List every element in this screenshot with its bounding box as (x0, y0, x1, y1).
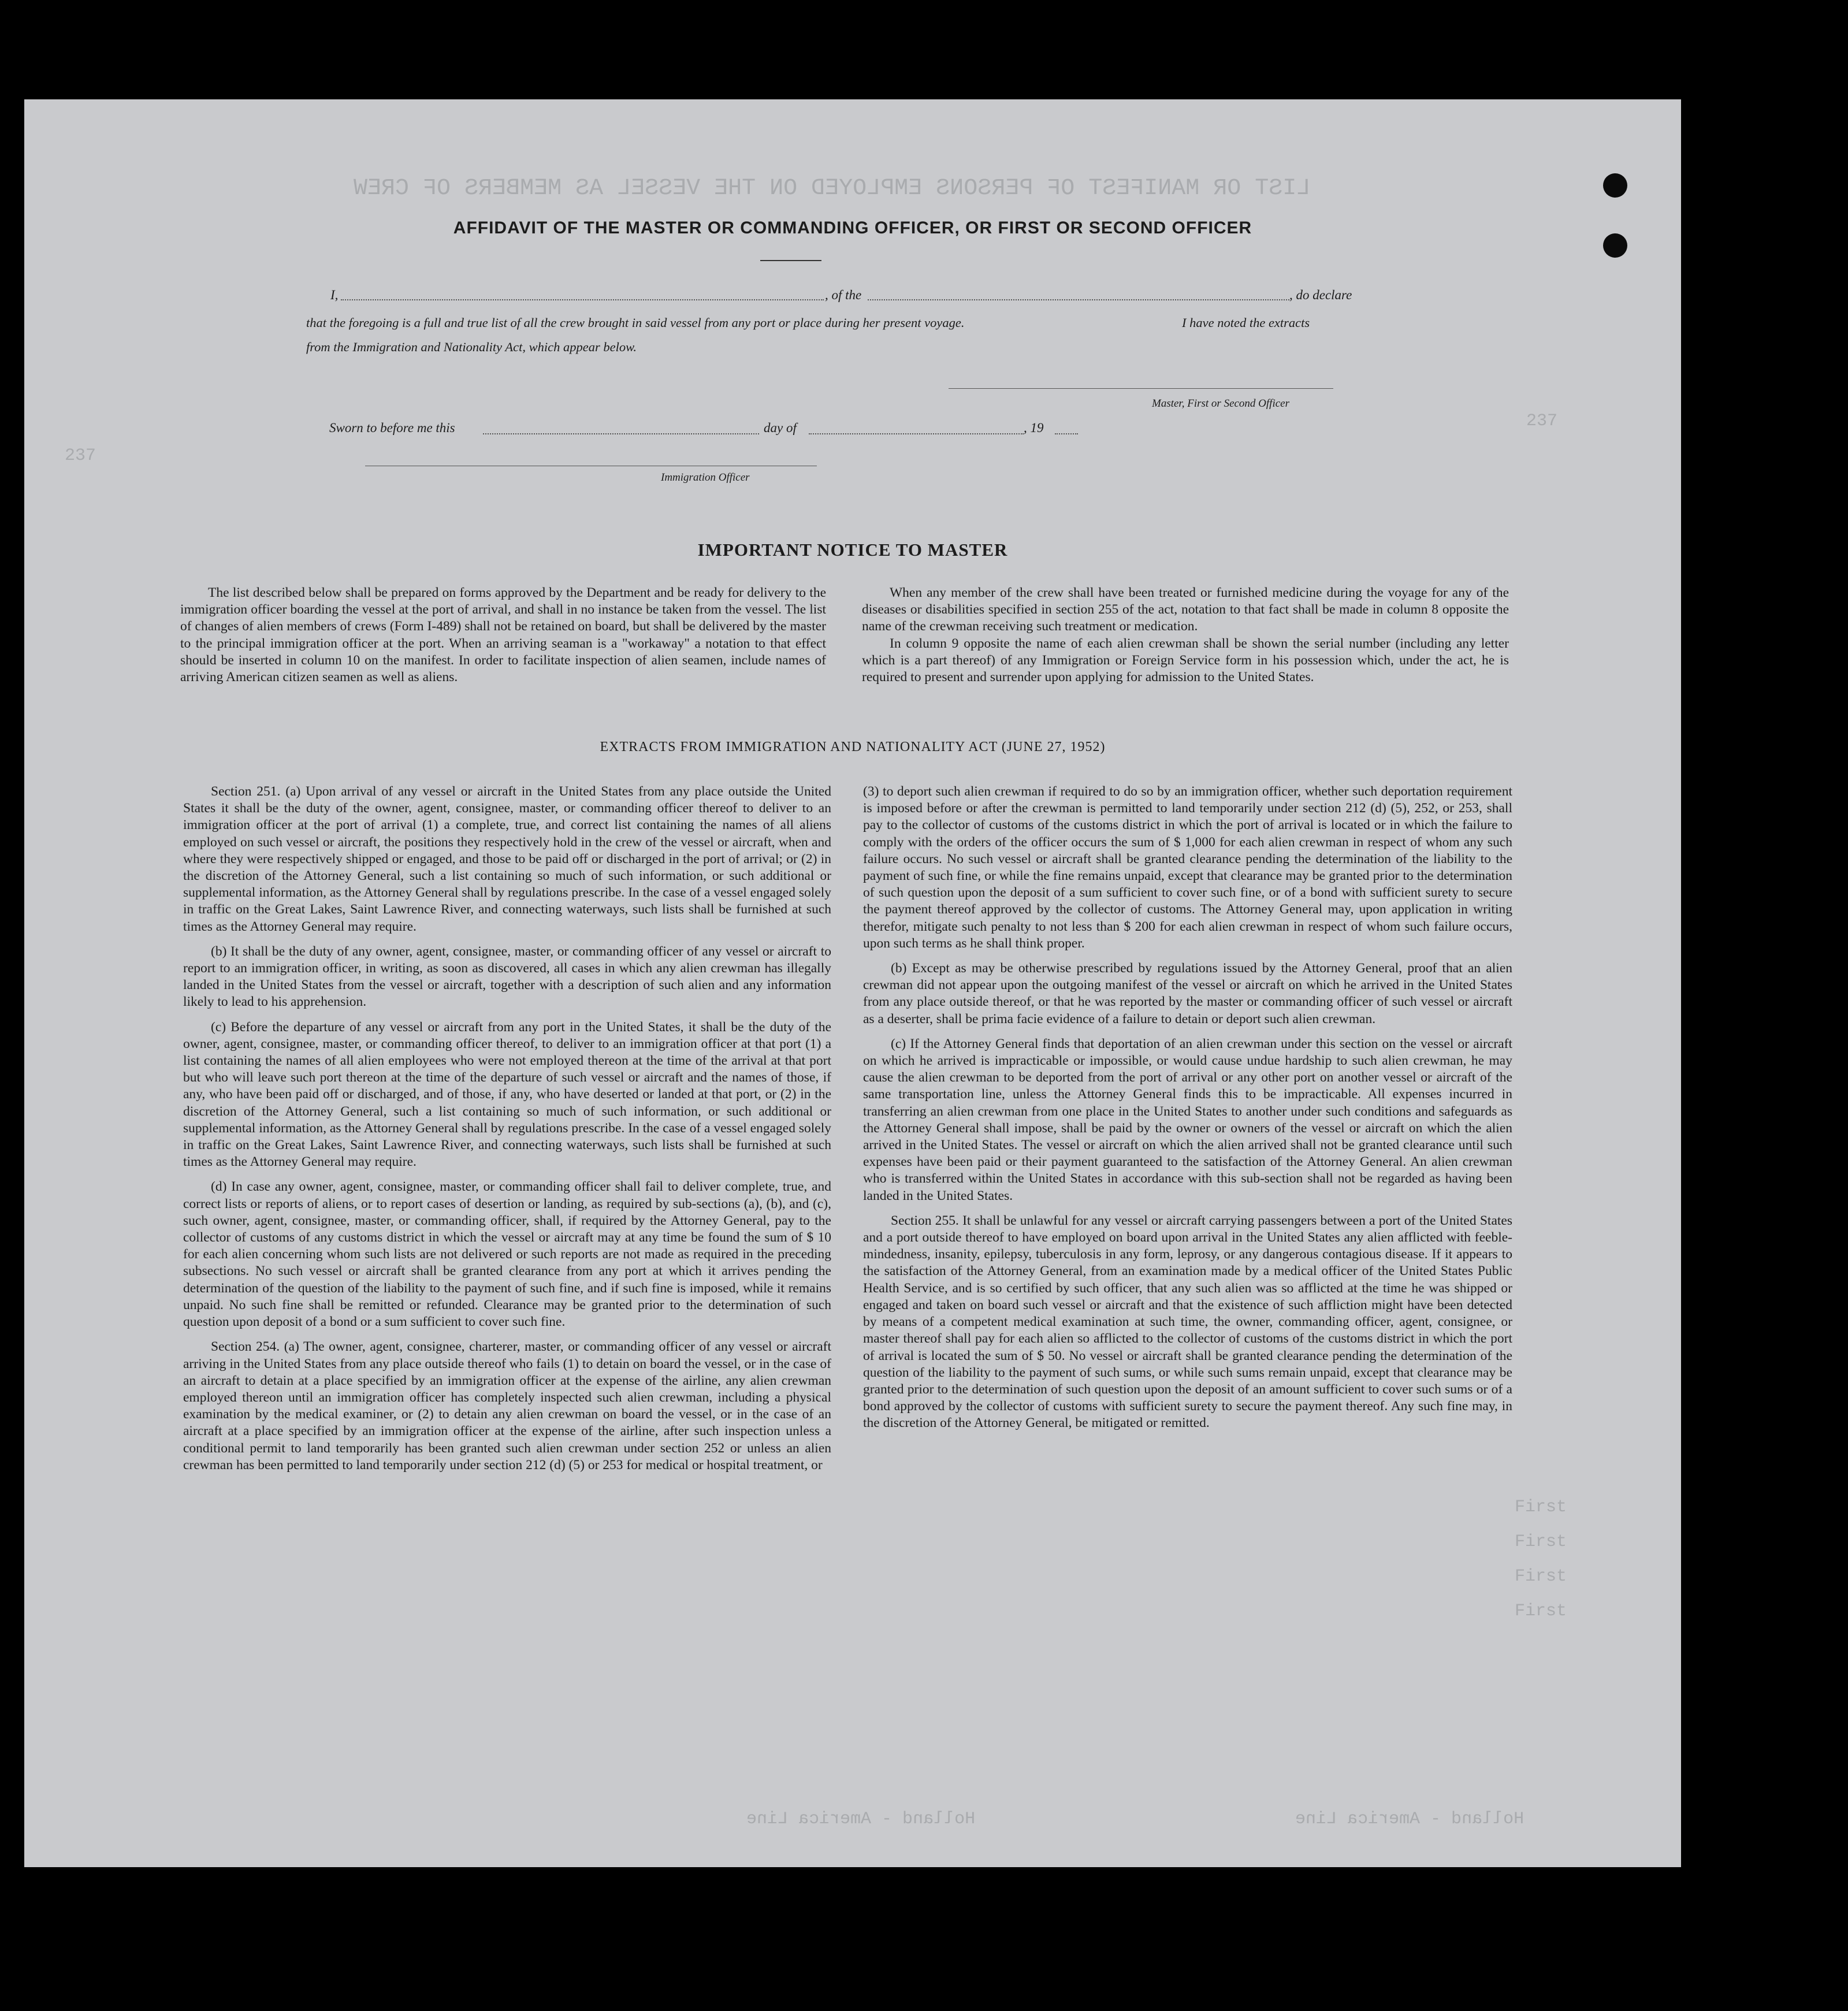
section-251-a: Section 251. (a) Upon arrival of any vessel or aircraft in the United States from any place outside the United States it shall be the duty of the owner, agent, consignee, master, or commanding officer thereof to deliver to an immigration officer at the port of arrival (1) a complete, true, and correct list containing the names of all aliens employed on such vessel or aircraft, the positions they respectively hold in the crew of the vessel or aircraft, when and where they were respectively shipped or engaged, and those to be paid off or discharged in the port of arrival; or (2) in the discretion of the Attorney General, such a list containing so much of such information, or such additional or supplemental information, as the Attorney General shall by regulations prescribe. In the case of a vessel engaged solely in traffic on the Great Lakes, Saint Lawrence River, and connecting waterways, such lists shall be furnished at such times as the Attorney General may require. (183, 784, 831, 934)
master-caption: Master, First or Second Officer (1152, 397, 1290, 410)
sworn-label: Sworn to before me this (329, 421, 455, 435)
notice-left-paragraph: The list described below shall be prepared on forms approved by the Department and be ready for delivery to the immigration officer boarding the vessel at the port of arrival, and shall in no instance be taken from the vessel. The list of changes of alien members of crews (Form I-489) shall not be retained on board, but shall be delivered by the master to the principal immigration officer at the port. When an arriving seaman is a "workaway" a notation to that effect should be inserted in column 10 on the manifest. In order to facilitate inspection of alien seamen, include names of arriving American citizen seamen as well as aliens. (180, 585, 826, 685)
section-254-b: (b) Except as may be otherwise prescribed by regulations issued by the Attorney General, proof that an alien crewman did not appear upon the outgoing manifest of the vessel or aircraft on which he arrived in the United States from any place outside thereof, or that he was reported by the master or commanding officer of such vessel or aircraft as a deserter, shall be prima facie evidence of a failure to detain or deport such alien crewman. (863, 961, 1512, 1027)
master-signature-line[interactable] (949, 388, 1333, 389)
extracts-title: EXTRACTS FROM IMMIGRATION AND NATIONALITY ACT (JUNE 27, 1952) (600, 739, 1106, 754)
notice-left-column (180, 585, 826, 694)
affidavit-i-label: I, (330, 288, 339, 302)
affidavit-declare-label: , do declare (1289, 288, 1352, 302)
section-254-a-continued: (3) to deport such alien crewman if required to do so by an immigration officer, whether such deportation requirement is imposed before or after the crewman is permitted to land temporarily under section 212 (d) (5), 252, or 253, shall pay to the collector of customs of the customs district in which the port of arrival is located or in which the failure to comply with the orders of the officer occurs the sum of $ 1,000 for each alien crewman in respect of whom any such failure occurs. No such vessel or aircraft shall be granted clearance pending the determination of the liability to the payment of such fine, or while the fine remains unpaid, except that clearance may be granted prior to the determination of such question upon the deposit of a sum sufficient to cover such fine, or of a bond with sufficient surety to secure the payment thereof approved by the collector of customs. The Attorney General may, upon application in writing therefor, mitigate such penalty to not less than $ 200 for each alien crewman in respect of whom such failure occurs, upon such terms as he shall think proper. (863, 784, 1512, 951)
officer-caption: Immigration Officer (661, 471, 750, 484)
name-line[interactable] (341, 299, 824, 300)
punch-hole (1603, 173, 1627, 198)
sworn-year-line[interactable] (1055, 433, 1078, 434)
affidavit-line-2: from the Immigration and Nationality Act, which appear below. (306, 340, 637, 354)
extracts-left-column (183, 783, 831, 1482)
notice-right-paragraph-1: When any member of the crew shall have been treated or furnished medicine during the voyage for any of the diseases or disabilities specified in section 255 of the act, notation to that fact shall be made in column 8 opposite the name of the crewman receiving such treatment or medication. (862, 585, 1509, 634)
section-251-d: (d) In case any owner, agent, consignee, master, or commanding officer shall fail to deliver complete, true, and correct lists or reports of aliens, or to report cases of desertion or landing, as required by sub-sections (a), (b), and (c), such owner, agent, consignee, master, or commanding officer, shall, if required by the Attorney General, pay to the collector of customs of any customs district in which the vessel or aircraft may at any time be found the sum of $ 10 for each alien concerning whom such lists are not delivered or such reports are not made as required in the preceding subsections. No such vessel or aircraft shall be granted clearance from any port at which it arrives pending the determination of the question of the liability to the payment of such fine, and if such fine is imposed, while it remains unpaid. No such fine shall be remitted or refunded. Clearance may be granted prior to the determination of such question upon deposit of a bond or a sum sufficient to cover such fine. (183, 1179, 831, 1330)
day-of-label: day of (764, 421, 797, 435)
section-254-a: Section 254. (a) The owner, agent, consignee, charterer, master, or commanding officer of any vessel or aircraft arriving in the United States from any place outside thereof who fails (1) to detain on board the vessel, or in the case of an aircraft to detain at a place specified by an immigration officer at the expense of the airline, any alien crewman employed thereon until an immigration officer has completely inspected such alien crewman, including a physical examination by the medical examiner, or (2) to detain any alien crewman on board the vessel, or in the case of an aircraft at a place specified by an immigration officer at the expense of the airline, after such inspection unless a conditional permit to land temporarily has been granted such alien crewman under section 252 or unless an alien crewman has been permitted to land temporarily under section 212 (d) (5) or 253 for medical or hospital treatment, or (183, 1339, 831, 1473)
affidavit-of-label: , of the (825, 288, 862, 302)
year-label: , 19 (1024, 421, 1044, 435)
notice-right-paragraph-2: In column 9 opposite the name of each alien crewman shall be shown the serial number (including any letter which is a part thereof) of any Immigration or Foreign Service form in his possession which, under the act, he is required to present and surrender upon applying for admission to the United States. (862, 635, 1509, 685)
vessel-line[interactable] (868, 299, 1289, 300)
sworn-month-line[interactable] (809, 433, 1024, 434)
title-divider (760, 260, 821, 261)
affidavit-line-1b: I have noted the extracts (1182, 315, 1310, 330)
extracts-right-column (863, 783, 1512, 1440)
section-251-c: (c) Before the departure of any vessel or aircraft from any port in the United States, it shall be the duty of the owner, agent, consignee, master, or commanding officer thereof, to deliver to an immigration officer at that port (1) a list containing the names of all alien employees who were not employed thereon at the time of the arrival at that port but who will leave such port thereon at the time of the departure of such vessel or aircraft and the names of those, if any, who have been paid off or discharged, and of those, if any, who have deserted or landed at that port, or (2) in the discretion of the Attorney General, such a list containing so much of such information, or such additional or supplemental information, as the Attorney General shall by regulations prescribe. In the case of a vessel engaged solely in traffic on the Great Lakes, Saint Lawrence River, and connecting waterways, such lists shall be furnished at such times as the Attorney General may require. (183, 1019, 831, 1170)
sworn-day-line[interactable] (483, 433, 759, 434)
section-255: Section 255. It shall be unlawful for any vessel or aircraft carrying passengers between a port of the United States and a port outside thereof to have employed on board upon arrival in the United States any alien afflicted with feeble-mindedness, insanity, epilepsy, tuberculosis in any form, leprosy, or any dangerous contagious disease. If it appears to the satisfaction of the Attorney General, from an examination made by a medical officer of the United States Public Health Service, and is so certified by such officer, that any such alien was so afflicted at the time he was shipped or engaged and taken on board such vessel or aircraft and that the existence of such affliction might have been detected by means of a competent medical examination at such time, the owner, commanding officer, agent, consignee, or master thereof shall pay for each alien so afflicted to the collector of customs of the customs district in which the port of arrival is located the sum of $ 50. No vessel or aircraft shall be granted clearance pending the determination of the question of the liability to the payment of such sums, or while such sums remain unpaid, except that clearance may be granted prior to the determination of such question upon the deposit of an amount sufficient to cover such sums or of a bond approved by the collector of customs with sufficient surety to secure the payment thereof. Any such fine may, in the discretion of the Attorney General, be mitigated or remitted. (863, 1213, 1512, 1431)
notice-right-column (862, 585, 1509, 694)
affidavit-line-1: that the foregoing is a full and true list of all the crew brought in said vessel from any port or place during her present voyage. (306, 315, 965, 330)
document-page: LIST OR MANIFEST OF PERSONS EMPLOYED ON THE VESSEL AS MEMBERS OF CREW 237 237 First First First First Holland - America Line Holland - America Line AFFIDAVIT OF THE MASTER OR COMMANDING OFFICER, OR FIRST OR SECOND OFFICER I, , of the , do declare that the foregoing is a full and true list of all the crew brought in said vessel from any port or place during her present voyage. I have noted the extracts from the Immigration and Nationality Act, which appear below. Master, First or Second Officer Sworn to before me this day of , 19 Immigration Officer IMPORTANT NOTICE TO MASTER The list described below shall be prepared on forms approved by the Department and be ready for delivery to the immigration officer boarding the vessel at the port of arrival, and shall in no instance be taken from the vessel. The list of changes of alien members of crews (Form I-489) shall not be retained on board, but shall be delivered by the master to the principal immigration officer at the port. When an arriving seaman is a "workaway" a notation to that effect should be inserted in column 10 on the manifest. In order to facilitate inspection of alien seamen, include names of arriving American citizen seamen as well as aliens. When any member of the crew shall have been treated or furnished medicine during the voyage for any of the diseases or disabilities specified in section 255 of the act, notation to that fact shall be made in column 8 opposite the name of the crewman receiving such treatment or medication. In column 9 opposite the name of each alien crewman shall be shown the serial number (including any letter which is a part thereof) of any Immigration or Foreign Service form in his possession which, under the act, he is required to present and surrender upon applying for admission to the United States. EXTRACTS FROM IMMIGRATION AND NATIONALITY ACT (JUNE 27, 1952) Section 251. (a) Upon arrival of any vessel or aircraft in the United States from any place outside the United States it shall be the duty of the owner, agent, consignee, master, or commanding officer thereof to deliver to an immigration officer at the port of arrival (1) a complete, true, and correct list containing the names of all aliens employed on such vessel or aircraft, the positions they respectively hold in the crew of the vessel or aircraft, when and where they were respectively shipped or engaged, and those to be paid off or discharged in the port of arrival; or (2) in the discretion of the Attorney General, such a list containing so much of such information, or such additional or supplemental information, as the Attorney General shall by regulations prescribe. In the case of a vessel engaged solely in traffic on the Great Lakes, Saint Lawrence River, and connecting waterways, such lists shall be furnished at such times as the Attorney General may require. (b) It shall be the duty of any owner, agent, consignee, master, or commanding officer of any vessel or aircraft to report to an immigration officer, in writing, as soon as discovered, all cases in which any alien crewman has illegally landed in the United States from the vessel or aircraft, together with a description of such alien and any information likely to lead to his apprehension. (c) Before the departure of any vessel or aircraft from any port in the United States, it shall be the duty of the owner, agent, consignee, master, or commanding officer thereof, to deliver to an immigration officer at that port (1) a list containing the names of all alien employees who were not employed thereon at the time of the arrival at that port but who will leave such port thereon at the time of the departure of such vessel or aircraft and the names of those, if any, who have been paid off or discharged, and of those, if any, who have deserted or landed at that port, or (2) in the discretion of the Attorney General, such a list containing so much of such information, or such additional or supplemental information, as the Attorney General shall by regulations prescribe. In the case of a vessel engaged solely in traffic on the Great Lakes, Saint Lawrence River, and connecting waterways, such lists shall be furnished at such times as the Attorney General may require. (d) In case any owner, agent, consignee, master, or commanding officer shall fail to deliver complete, true, and correct lists or reports of aliens, or to report cases of desertion or landing, as required by sub-sections (a), (b), and (c), such owner, agent, consignee, master, or commanding officer, shall, if required by the Attorney General, pay to the collector of customs of any customs district in which the vessel or aircraft may at any time be found the sum of $ 10 for each alien concerning whom such lists are not delivered or such reports are not made as required in the preceding subsections. No such vessel or aircraft shall be granted clearance from any port at which it arrives pending the determination of the question of the liability to the payment of such fine, and if such fine is imposed, while it remains unpaid. No such fine shall be remitted or refunded. Clearance may be granted prior to the determination of such question upon deposit of a bond or a sum sufficient to cover such fine. Section 254. (a) The owner, agent, consignee, charterer, master, or commanding officer of any vessel or aircraft arriving in the United States from any place outside thereof who fails (1) to detain on board the vessel, or in the case of an aircraft to detain at a place specified by an immigration officer at the expense of the airline, any alien crewman employed thereon until an immigration officer has completely inspected such alien crewman, including a physical examination by the medical examiner, or (2) to detain any alien crewman on board the vessel, or in the case of an aircraft at a place specified by an immigration officer at the expense of the airline, after such inspection unless a conditional permit to land temporarily has been granted such alien crewman under section 252 or unless an alien crewman has been permitted to land temporarily under section 212 (d) (5) or 253 for medical or hospital treatment, or (3) to deport such alien crewman if required to do so by an immigration officer, whether such deportation requirement is imposed before or after the crewman is permitted to land temporarily under section 212 (d) (5), 252, or 253, shall pay to the collector of customs of the customs district in which the port of arrival is located or in which the failure to comply with the orders of the officer occurs the sum of $ 1,000 for each alien crewman in respect of whom any such failure occurs. No such vessel or aircraft shall be granted clearance pending the determination of the liability to the payment of such fine, or while the fine remains unpaid, except that clearance may be granted prior to the determination of such question upon the deposit of a sum sufficient to cover such fine, or of a bond with sufficient surety to secure the payment thereof approved by the collector of customs. The Attorney General may, upon application in writing therefor, mitigate such penalty to not less than $ 200 for each alien crewman in respect of whom such failure occurs, upon such terms as he shall think proper. (b) Except as may be otherwise prescribed by regulations issued by the Attorney General, proof that an alien crewman did not appear upon the outgoing manifest of the vessel or aircraft on which he arrived in the United States from any place outside thereof, or that he was reported by the master or commanding officer of such vessel or aircraft as a deserter, shall be prima facie evidence of a failure to detain or deport such alien crewman. (c) If the Attorney General finds that deportation of an alien crewman under this section on the vessel or aircraft on which he arrived is impracticable or impossible, or would cause undue hardship to such alien crewman, he may cause the alien crewman to be deported from the port of arrival or any other port on another vessel or aircraft of the same transportation line, unless the Attorney General finds this to be impracticable. All expenses incurred in transferring an alien crewman from one place in the United States to another under such conditions and safeguards as the Attorney General shall impose, shall be paid by the owner or owners of the vessel or aircraft on which the alien arrived in the United States. The vessel or aircraft on which the alien arrived shall not be granted clearance until such expenses have been paid or their payment guaranteed to the satisfaction of the Attorney General. An alien crewman who is transferred within the United States in accordance with this sub-section shall not be regarded as having been landed in the United States. Section 255. It shall be unlawful for any vessel or aircraft carrying passengers between a port of the United States and a port outside thereof to have employed on board upon arrival in the United States any alien afflicted with feeble-mindedness, insanity, epilepsy, tuberculosis in any form, leprosy, or any dangerous contagious disease. If it appears to the satisfaction of the Attorney General, from an examination made by a medical officer of the United States Public Health Service, and is so certified by such officer, that any such alien was so afflicted at the time he was shipped or engaged and taken on board such vessel or aircraft and that the existence of such affliction might have been detected by means of a competent medical examination at such time, the owner, commanding officer, agent, consignee, or master thereof shall pay for each alien so afflicted to the collector of customs of the customs district in which the port of arrival is located the sum of $ 50. No vessel or aircraft shall be granted clearance pending the determination of the question of the liability to the payment of such sums, or while such sums remain unpaid, except that clearance may be granted prior to the determination of such question upon the deposit of an amount sufficient to cover such sums or of a bond approved by the collector of customs with sufficient surety to secure the payment thereof. Any such fine may, in the discretion of the Attorney General, be mitigated or remitted. (24, 99, 1681, 1867)
affidavit-title: AFFIDAVIT OF THE MASTER OR COMMANDING OFFICER, OR FIRST OR SECOND OFFICER (453, 218, 1252, 237)
section-251-b: (b) It shall be the duty of any owner, agent, consignee, master, or commanding officer of any vessel or aircraft to report to an immigration officer, in writing, as soon as discovered, all cases in which any alien crewman has illegally landed in the United States from the vessel or aircraft, together with a description of such alien and any information likely to lead to his apprehension. (183, 943, 831, 1010)
section-254-c: (c) If the Attorney General finds that deportation of an alien crewman under this section on the vessel or aircraft on which he arrived is impracticable or impossible, or would cause undue hardship to such alien crewman, he may cause the alien crewman to be deported from the port of arrival or any other port on another vessel or aircraft of the same transportation line, unless the Attorney General finds this to be impracticable. All expenses incurred in transferring an alien crewman from one place in the United States to another under such conditions and safeguards as the Attorney General shall impose, shall be paid by the owner or owners of the vessel or aircraft on which the alien arrived in the United States. The vessel or aircraft on which the alien arrived shall not be granted clearance until such expenses have been paid or their payment guaranteed to the satisfaction of the Attorney General. An alien crewman who is transferred within the United States in accordance with this sub-section shall not be regarded as having been landed in the United States. (863, 1036, 1512, 1203)
notice-title: IMPORTANT NOTICE TO MASTER (697, 540, 1008, 560)
